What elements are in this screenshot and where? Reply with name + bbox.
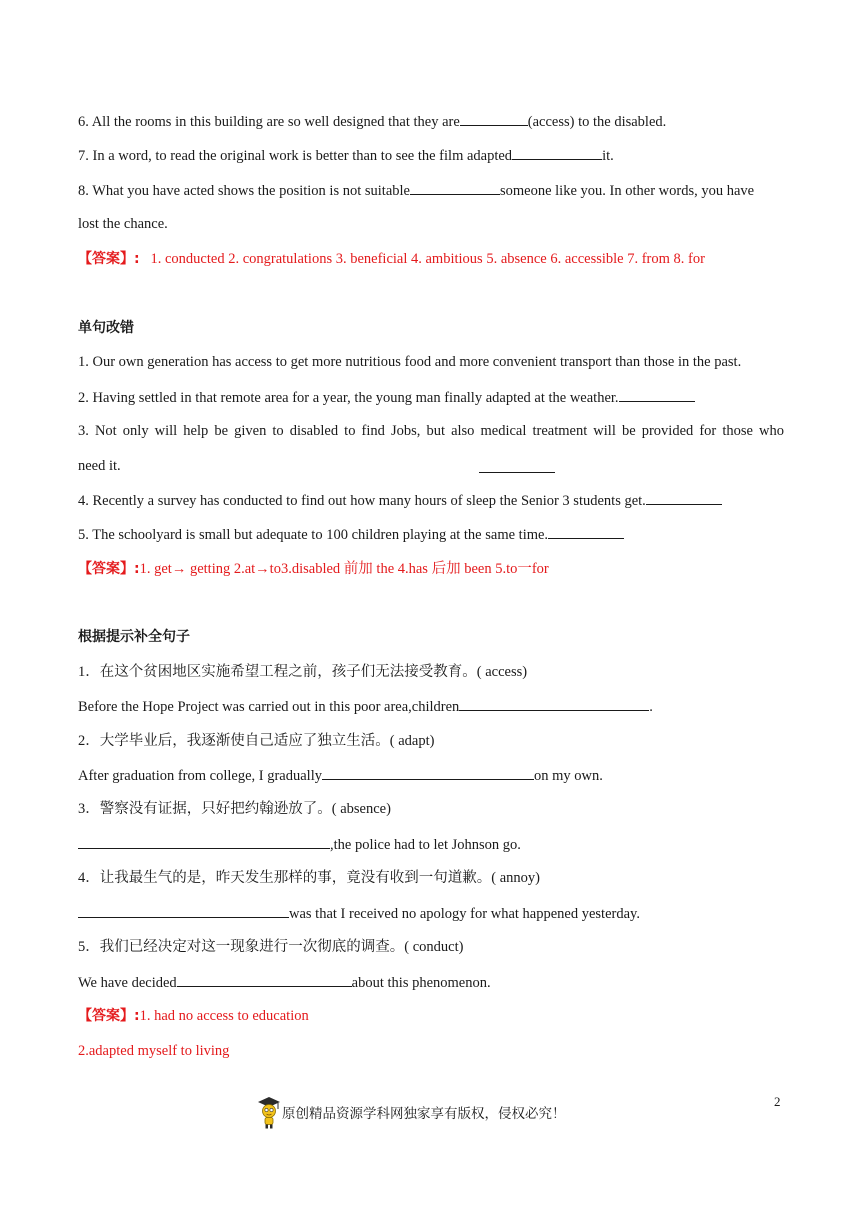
question-8-continued: lost the chance.: [78, 216, 168, 232]
answer-blank: [177, 973, 352, 987]
answer-key-1: 【答案】: 1. conducted 2. congratulations 3. beneficial 4. ambitious 5. absence 6. accessible 7. from 8. for: [78, 251, 705, 267]
prompt-4-english: was that I received no apology for what happened yesterday.: [78, 904, 784, 923]
answer-blank: [619, 388, 695, 402]
correction-question-3-continued: need it.: [78, 457, 784, 475]
answer-blank: [646, 491, 722, 505]
prompt-1-english: Before the Hope Project was carried out in this poor area,children .: [78, 699, 653, 715]
question-6: 6. All the rooms in this building are so well designed that they are (access) to the disabled.: [78, 114, 667, 130]
prompt-5-english: We have decided about this phenomenon.: [78, 975, 491, 991]
prompt-4-chinese: 4．让我最生气的是，昨天发生那样的事，竟没有收到一句道歉。( annoy): [78, 870, 540, 886]
page-number: 2: [774, 1094, 781, 1109]
prompt-1-chinese: 1．在这个贫困地区实施希望工程之前，孩子们无法接受教育。( access): [78, 664, 528, 680]
correction-question-2: 2. Having settled in that remote area for a year, the young man finally adapted at the weather.: [78, 388, 784, 407]
correction-question-4: 4. Recently a survey has conducted to find out how many hours of sleep the Senior 3 students get.: [78, 491, 784, 510]
prompt-3-english: ,the police had to let Johnson go.: [78, 835, 784, 854]
prompt-2-english: After graduation from college, I gradually on my own.: [78, 768, 603, 784]
prompt-2-chinese: 2．大学毕业后，我逐渐使自己适应了独立生活。( adapt): [78, 733, 435, 749]
answer-blank: [410, 181, 500, 195]
answer-key-2: 【答案】:1. get→ getting 2.at→to3.disabled 前加 the 4.has 后加 been 5.to一for: [78, 561, 549, 577]
question-8: 8. What you have acted shows the position is not suitable someone like you. In other words, you have: [78, 183, 755, 199]
answer-blank: [459, 697, 649, 711]
section-title-complete-sentences: 根据提示补全句子: [78, 629, 190, 645]
page-footer: [256, 1094, 566, 1130]
answer-key-3-line-2: 2.adapted myself to living: [78, 1043, 230, 1059]
answer-blank: [322, 766, 534, 780]
correction-question-5: 5. The schoolyard is small but adequate to 100 children playing at the same time.: [78, 525, 784, 544]
answer-blank: [512, 146, 602, 160]
copyright-notice: 原创精品资源学科网独家享有版权，侵权必究！: [282, 1106, 566, 1122]
correction-question-3: 3. Not only will help be given to disabled to find Jobs, but also medical treatment will be provided for those who: [78, 423, 784, 439]
answer-blank: [78, 835, 330, 849]
answer-blank: [460, 112, 528, 126]
graduate-mascot-icon: [256, 1094, 282, 1130]
answer-blank: [548, 525, 624, 539]
answer-blank: [78, 904, 289, 918]
answer-key-3: 【答案】:1. had no access to education: [78, 1008, 309, 1024]
prompt-5-chinese: 5．我们已经决定对这一现象进行一次彻底的调查。( conduct): [78, 939, 464, 955]
question-7: 7. In a word, to read the original work is better than to see the film adapted it.: [78, 148, 614, 164]
section-title-error-correction: 单句改错: [78, 320, 134, 336]
answer-blank: [479, 459, 555, 473]
correction-question-1: 1. Our own generation has access to get more nutritious food and more convenient transport than those in the past.: [78, 354, 742, 370]
prompt-3-chinese: 3．警察没有证据，只好把约翰逊放了。( absence): [78, 801, 391, 817]
